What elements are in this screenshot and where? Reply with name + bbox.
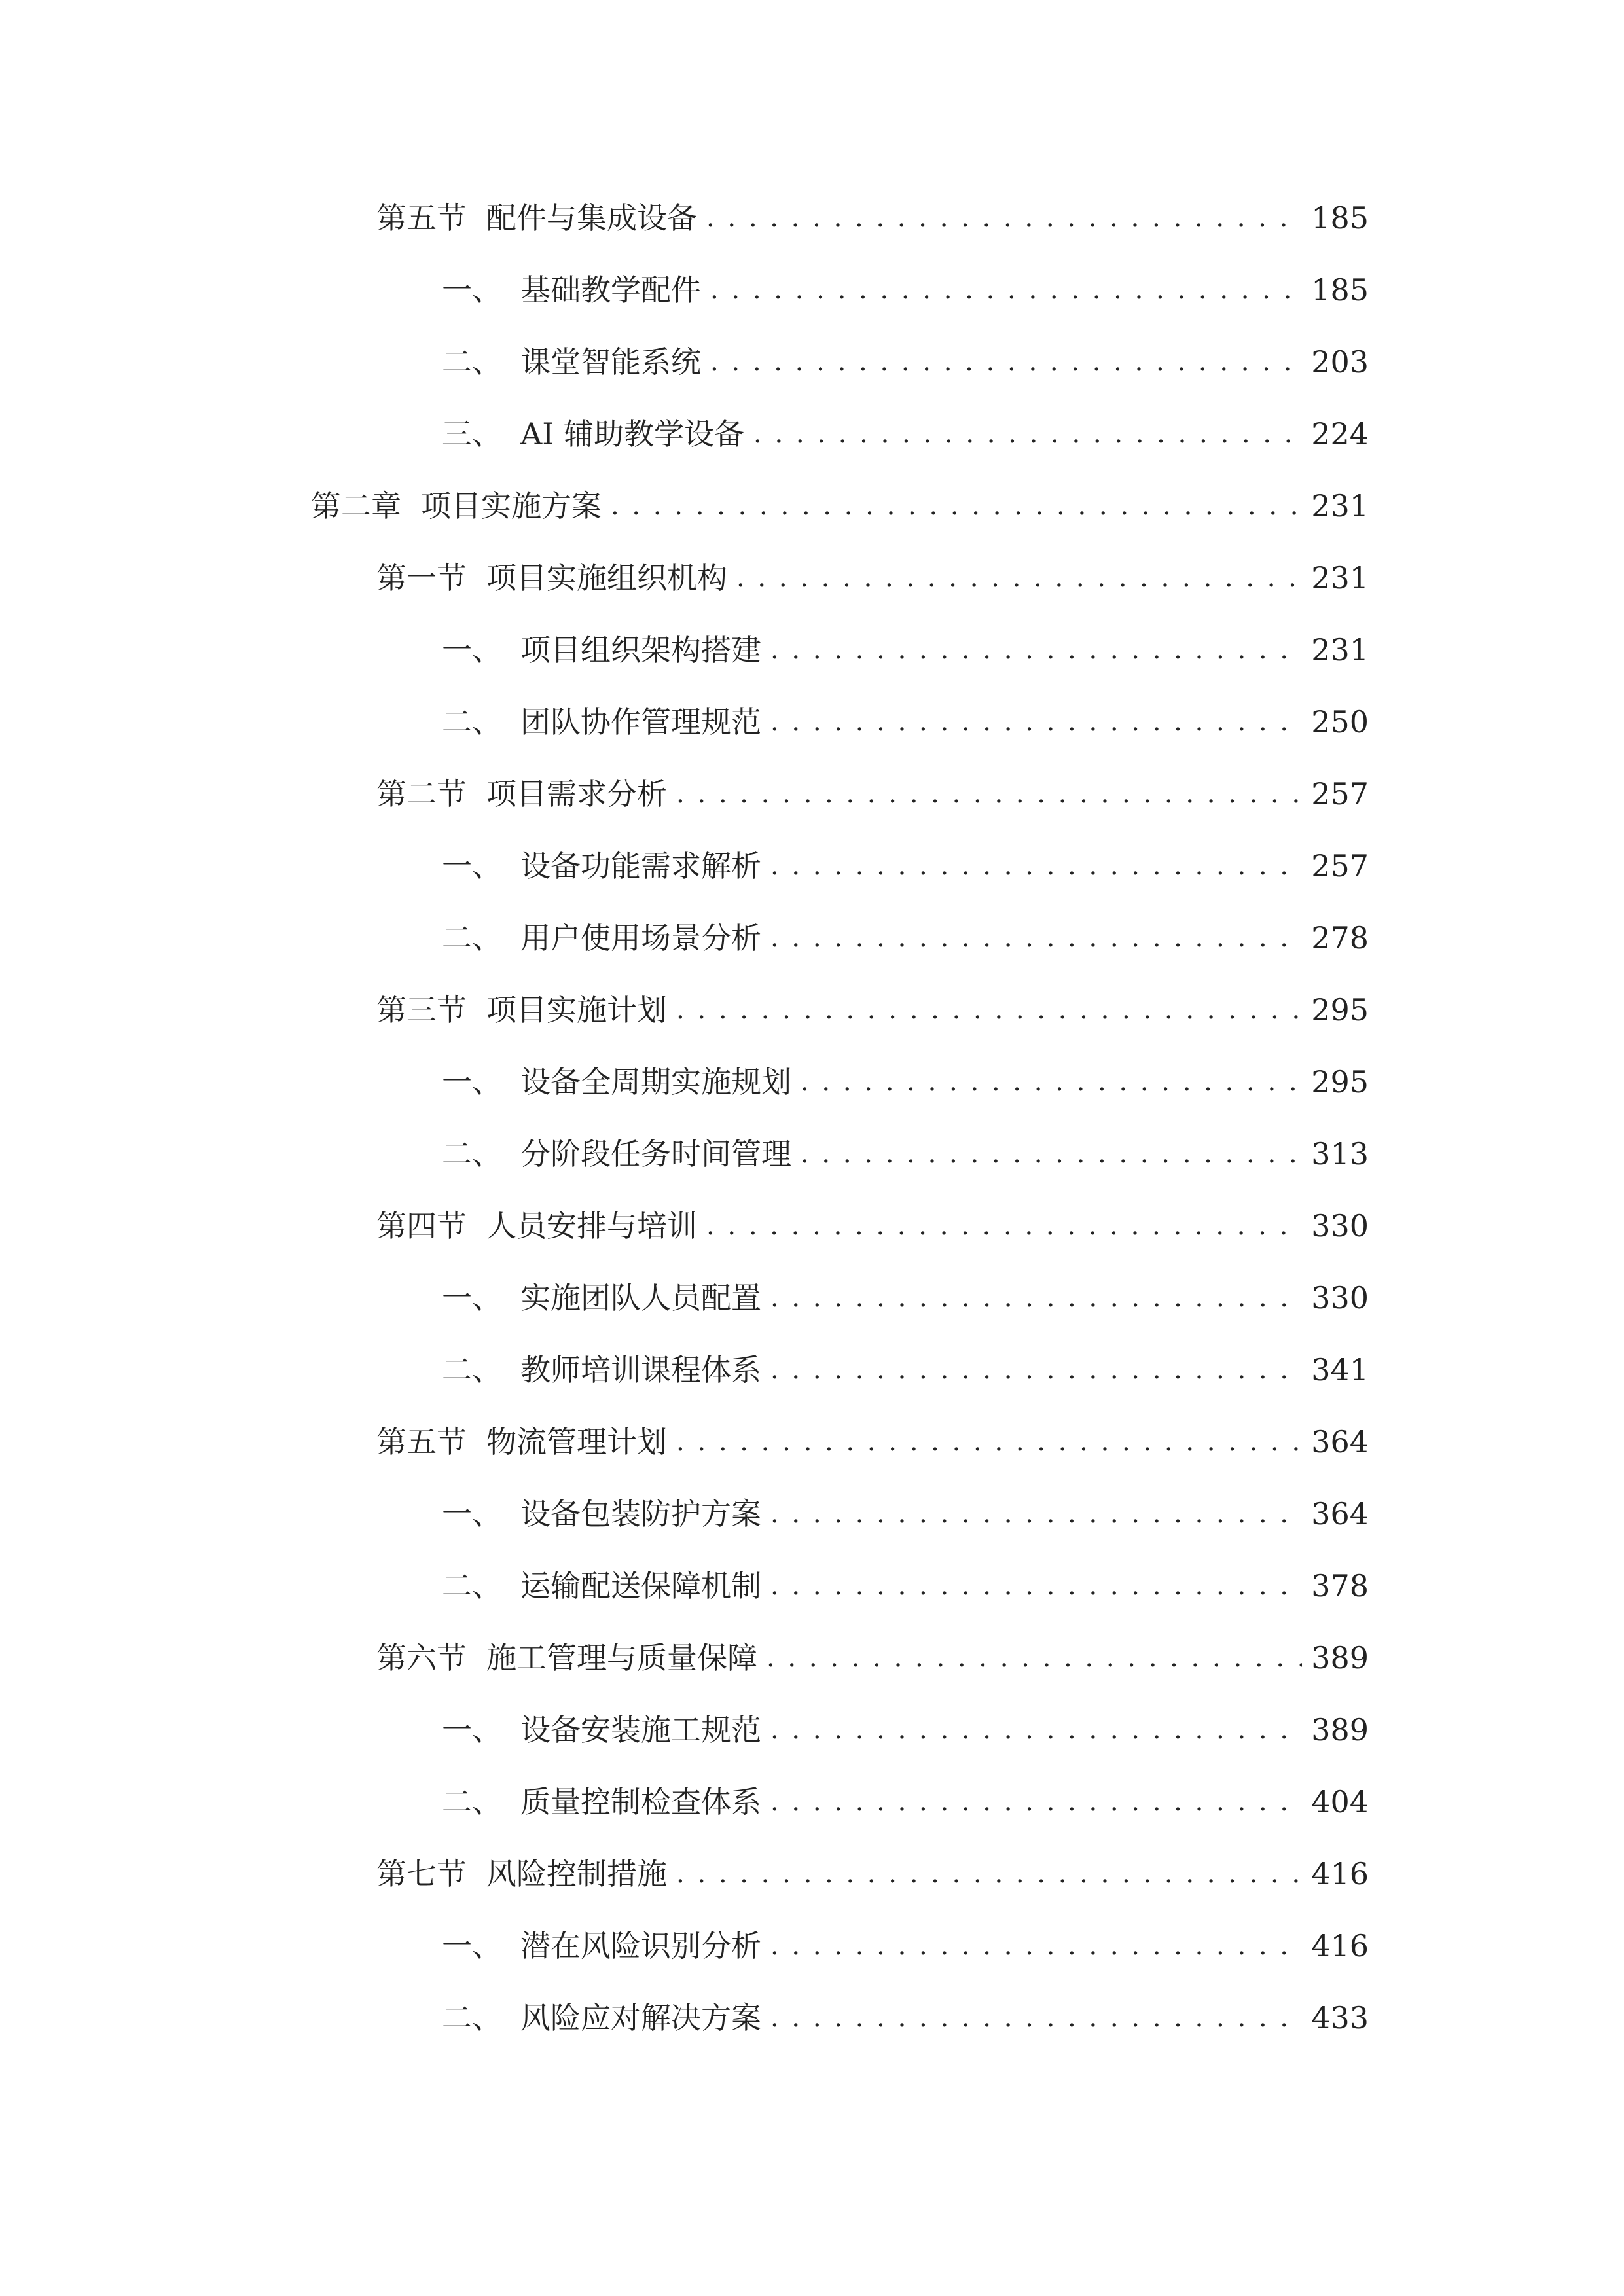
toc-entry-title: 设备全周期实施规划 (520, 1064, 791, 1100)
toc-entry-page: 364 (1311, 1496, 1369, 1532)
dot-leader (801, 1131, 1302, 1177)
toc-entry-page: 295 (1311, 992, 1369, 1028)
toc-entry-title: 配件与集成设备 (486, 200, 697, 236)
toc-entry-page: 257 (1311, 776, 1369, 812)
toc-entry-number: 一、 (442, 1280, 502, 1316)
toc-entry-number: 第七节 (376, 1856, 467, 1892)
toc-entry-page: 330 (1311, 1280, 1369, 1316)
toc-entry[interactable] (442, 843, 1369, 889)
toc-entry-page: 257 (1311, 848, 1369, 884)
dot-leader (676, 987, 1302, 1033)
toc-entry-page: 364 (1311, 1424, 1369, 1460)
dot-leader (706, 195, 1302, 241)
toc-entry-title: 教师培训课程体系 (520, 1352, 761, 1388)
toc-entry[interactable] (442, 915, 1369, 961)
dot-leader (770, 1923, 1302, 1969)
toc-entry[interactable] (442, 1923, 1369, 1969)
toc-entry[interactable] (376, 771, 1369, 817)
toc-entry-page: 185 (1311, 272, 1369, 308)
toc-entry[interactable] (376, 1851, 1369, 1897)
dot-leader (753, 411, 1302, 457)
toc-entry[interactable] (442, 1707, 1369, 1753)
dot-leader (611, 483, 1302, 529)
toc-entry[interactable] (442, 411, 1369, 457)
dot-leader (710, 267, 1302, 313)
toc-entry[interactable] (442, 1347, 1369, 1393)
toc-entry-title: 人员安排与培训 (486, 1208, 697, 1244)
toc-entry-page: 341 (1311, 1352, 1369, 1388)
toc-entry-number: 第四节 (376, 1208, 467, 1244)
toc-entry-title: 基础教学配件 (520, 272, 701, 308)
toc-entry-page: 389 (1311, 1640, 1369, 1676)
dot-leader (736, 555, 1302, 601)
toc-entry-title: 设备功能需求解析 (520, 848, 761, 884)
dot-leader (770, 915, 1302, 961)
toc-entry[interactable] (442, 1491, 1369, 1537)
toc-entry[interactable] (442, 1995, 1369, 2041)
toc-entry-title: 课堂智能系统 (520, 344, 701, 380)
dot-leader (676, 771, 1302, 817)
dot-leader (767, 1635, 1302, 1681)
toc-entry[interactable] (376, 1635, 1369, 1681)
dot-leader (770, 627, 1302, 673)
toc-entry-number: 第二节 (376, 776, 467, 812)
toc-entry-number: 一、 (442, 1712, 502, 1748)
toc-entry-title: 团队协作管理规范 (520, 704, 761, 740)
dot-leader (770, 1347, 1302, 1393)
dot-leader (676, 1419, 1302, 1465)
dot-leader (770, 1707, 1302, 1753)
toc-entry-title: 用户使用场景分析 (520, 920, 761, 956)
toc-entry[interactable] (442, 267, 1369, 313)
toc-entry-number: 一、 (442, 1496, 502, 1532)
toc-entry-title: 质量控制检查体系 (520, 1784, 761, 1820)
dot-leader (770, 1275, 1302, 1321)
toc-entry[interactable] (442, 1779, 1369, 1825)
toc-entry-page: 278 (1311, 920, 1369, 956)
toc-entry[interactable] (442, 339, 1369, 385)
toc-entry[interactable] (442, 627, 1369, 673)
toc-entry-title: 实施团队人员配置 (520, 1280, 761, 1316)
toc-entry-page: 416 (1311, 1856, 1369, 1892)
toc-entry-page: 185 (1311, 200, 1369, 236)
toc-entry-title: 项目组织架构搭建 (520, 632, 761, 668)
toc-entry-page: 295 (1311, 1064, 1369, 1100)
toc-entry-title: 项目实施组织机构 (486, 560, 727, 596)
toc-entry-number: 二、 (442, 2000, 502, 2036)
toc-entry-number: 二、 (442, 920, 502, 956)
toc-entry-page: 433 (1311, 2000, 1369, 2036)
dot-leader (770, 1995, 1302, 2041)
dot-leader (710, 339, 1302, 385)
dot-leader (676, 1851, 1302, 1897)
toc-entry-page: 231 (1311, 632, 1369, 668)
toc-entry-number: 第二章 (311, 488, 401, 524)
toc-entry-title: 项目实施计划 (486, 992, 667, 1028)
toc-entry[interactable] (442, 699, 1369, 745)
toc-entry-number: 第一节 (376, 560, 467, 596)
toc-entry[interactable] (442, 1563, 1369, 1609)
toc-entry-title: 潜在风险识别分析 (520, 1928, 761, 1964)
toc-entry-number: 一、 (442, 848, 502, 884)
toc-entry-page: 330 (1311, 1208, 1369, 1244)
toc-entry-number: 二、 (442, 1352, 502, 1388)
toc-entry-number: 一、 (442, 632, 502, 668)
toc-entry-number: 二、 (442, 1136, 502, 1172)
toc-entry-title: 分阶段任务时间管理 (520, 1136, 791, 1172)
toc-entry-number: 二、 (442, 704, 502, 740)
toc-entry-number: 第五节 (376, 1424, 467, 1460)
toc-entry-number: 第三节 (376, 992, 467, 1028)
toc-entry-title: 设备包装防护方案 (520, 1496, 761, 1532)
toc-entry-title: 物流管理计划 (486, 1424, 667, 1460)
toc-entry-number: 二、 (442, 1568, 502, 1604)
toc-entry-number: 三、 (442, 416, 502, 452)
toc-entry[interactable] (376, 1203, 1369, 1249)
toc-entry-page: 231 (1311, 488, 1369, 524)
toc-entry-number: 一、 (442, 1064, 502, 1100)
toc-entry-title: 运输配送保障机制 (520, 1568, 761, 1604)
toc-entry-title: 项目需求分析 (486, 776, 667, 812)
toc-entry[interactable] (442, 1059, 1369, 1105)
toc-entry-chapter[interactable] (311, 483, 1369, 529)
toc-entry-page: 250 (1311, 704, 1369, 740)
toc-entry[interactable] (442, 1131, 1369, 1177)
toc-entry[interactable] (376, 987, 1369, 1033)
dot-leader (770, 1563, 1302, 1609)
dot-leader (770, 843, 1302, 889)
dot-leader (770, 699, 1302, 745)
dot-leader (801, 1059, 1302, 1105)
toc-entry-title: 设备安装施工规范 (520, 1712, 761, 1748)
toc-entry-page: 313 (1311, 1136, 1369, 1172)
toc-entry-number: 二、 (442, 344, 502, 380)
toc-entry-page: 203 (1311, 344, 1369, 380)
toc-entry[interactable] (442, 1275, 1369, 1321)
toc-entry-title: 项目实施方案 (421, 488, 602, 524)
toc-entry[interactable] (376, 195, 1369, 241)
toc-entry-title: 风险应对解决方案 (520, 2000, 761, 2036)
toc-entry-page: 389 (1311, 1712, 1369, 1748)
toc-entry-number: 一、 (442, 272, 502, 308)
toc-entry-number: 一、 (442, 1928, 502, 1964)
toc-entry-title: AI 辅助教学设备 (520, 416, 745, 452)
toc-entry[interactable] (376, 555, 1369, 601)
toc-entry-page: 378 (1311, 1568, 1369, 1604)
toc-entry-page: 231 (1311, 560, 1369, 596)
toc-entry[interactable] (376, 1419, 1369, 1465)
toc-entry-page: 224 (1311, 416, 1369, 452)
toc-entry-number: 二、 (442, 1784, 502, 1820)
toc-entry-number: 第五节 (376, 200, 467, 236)
toc-entry-page: 404 (1311, 1784, 1369, 1820)
toc-entry-title: 风险控制措施 (486, 1856, 667, 1892)
toc-entry-title: 施工管理与质量保障 (486, 1640, 757, 1676)
dot-leader (770, 1491, 1302, 1537)
dot-leader (706, 1203, 1302, 1249)
dot-leader (770, 1779, 1302, 1825)
toc-entry-number: 第六节 (376, 1640, 467, 1676)
toc-entry-page: 416 (1311, 1928, 1369, 1964)
